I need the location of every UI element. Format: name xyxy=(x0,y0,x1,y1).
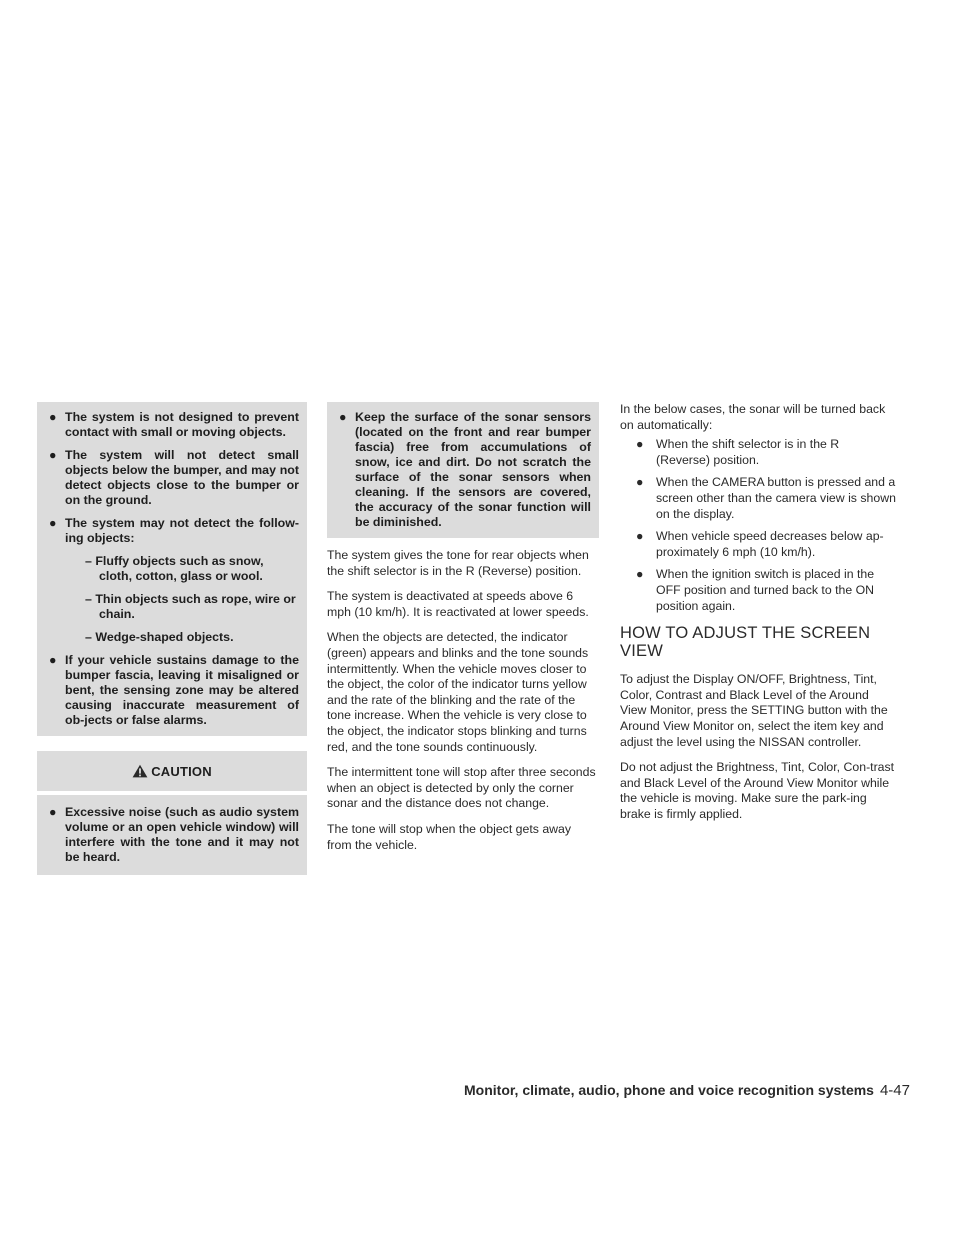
dash-icon: – xyxy=(85,630,92,644)
sub-list-item: – Thin objects such as rope, wire or chain. xyxy=(85,592,296,621)
caution-label: CAUTION xyxy=(151,763,212,779)
body-paragraph: Do not adjust the Brightness, Tint, Color, Con-trast and Black Level of the Around View Monitor while the vehicle is moving. Make sure the park-ing brake is firmly applied. xyxy=(620,760,895,821)
bullet-icon: ● xyxy=(49,653,57,667)
caution-header xyxy=(37,751,307,791)
body-paragraph: The intermittent tone will stop after three seconds when an object is detected by only the corner sonar and the distance does not change. xyxy=(327,765,596,811)
warning-item: ● Keep the surface of the sonar sensors (located on the front and rear bumper fascia) free from accumulations of snow, ice and dirt. Do not scratch the surface of the sonar sensors when cleaning. If the sensors are covered, the accuracy of the sonar function will be diminished. xyxy=(339,410,591,529)
bullet-icon: ● xyxy=(636,529,644,544)
warning-box xyxy=(37,402,307,736)
footer-section-title: Monitor, climate, audio, phone and voice recognition systems xyxy=(464,1082,874,1098)
column-1 xyxy=(37,402,307,875)
section-heading: HOW TO ADJUST THE SCREEN VIEW xyxy=(620,624,871,661)
dash-icon: – xyxy=(85,592,92,606)
body-paragraph: When the objects are detected, the indicator (green) appears and blinks and the tone sounds intermittently. When the vehicle moves closer to the object, the color of the indicator turns yellow and the rate of the blinking and the rate of the tone increase. When the vehicle is very close to the object, the indicator stops blinking and turns red, and the tone sounds continuously. xyxy=(327,630,589,754)
warning-item: ● The system will not detect small objects below the bumper, and may not detect objects close to the bumper or on the ground. xyxy=(49,448,299,507)
column-3 xyxy=(620,402,896,832)
bullet-icon: ● xyxy=(49,805,57,819)
caution-item: ● Excessive noise (such as audio system volume or an open vehicle window) will interfere with the tone and it may not be heard. xyxy=(49,805,299,864)
list-item: ● When vehicle speed decreases below ap-proximately 6 mph (10 km/h). xyxy=(636,529,884,559)
warning-item: ● The system may not detect the follow-ing objects: xyxy=(49,516,299,545)
bullet-icon: ● xyxy=(636,437,644,452)
warning-item: ● The system is not designed to prevent contact with small or moving objects. xyxy=(49,410,299,439)
body-paragraph: The system is deactivated at speeds above 6 mph (10 km/h). It is reactivated at lower speeds. xyxy=(327,589,589,619)
list-item: ● When the CAMERA button is pressed and a screen other than the camera view is shown on the display. xyxy=(636,475,896,521)
auto-on-cases-list xyxy=(630,437,896,614)
body-paragraph: To adjust the Display ON/OFF, Brightness, Tint, Color, Contrast and Black Level of the Around View Monitor, press the SETTING button with the Around View Monitor on, select the item key and adjust the level using the NISSAN controller. xyxy=(620,672,888,749)
sub-list-item: – Wedge-shaped objects. xyxy=(85,630,234,644)
intro-paragraph: In the below cases, the sonar will be turned back on automatically: xyxy=(620,402,886,432)
page-number: 4-47 xyxy=(879,1082,910,1099)
warning-box xyxy=(327,402,599,538)
warning-item: ● If your vehicle sustains damage to the bumper fascia, leaving it misaligned or bent, the sensing zone may be altered causing inaccurate measurement of ob-jects or false alarms. xyxy=(49,653,299,727)
column-2 xyxy=(327,402,599,863)
bullet-icon: ● xyxy=(49,448,57,462)
list-item: ● When the ignition switch is placed in the OFF position and turned back to the ON position again. xyxy=(636,567,875,613)
body-paragraph: The tone will stop when the object gets away from the vehicle. xyxy=(327,821,572,852)
bullet-icon: ● xyxy=(339,410,347,424)
page-footer xyxy=(430,1082,910,1099)
dash-icon: – xyxy=(85,554,92,568)
caution-box xyxy=(37,795,307,875)
body-paragraph: The system gives the tone for rear objects when the shift selector is in the R (Reverse) position. xyxy=(327,548,589,578)
bullet-icon: ● xyxy=(49,410,57,424)
undetectable-objects-list xyxy=(45,554,299,645)
bullet-icon: ● xyxy=(49,516,57,530)
bullet-icon: ● xyxy=(636,567,644,582)
sub-list-item: – Fluffy objects such as snow, cloth, cotton, glass or wool. xyxy=(85,554,264,583)
list-item: ● When the shift selector is in the R (Reverse) position. xyxy=(636,437,840,467)
warning-triangle-icon xyxy=(132,764,148,778)
bullet-icon: ● xyxy=(636,475,644,490)
